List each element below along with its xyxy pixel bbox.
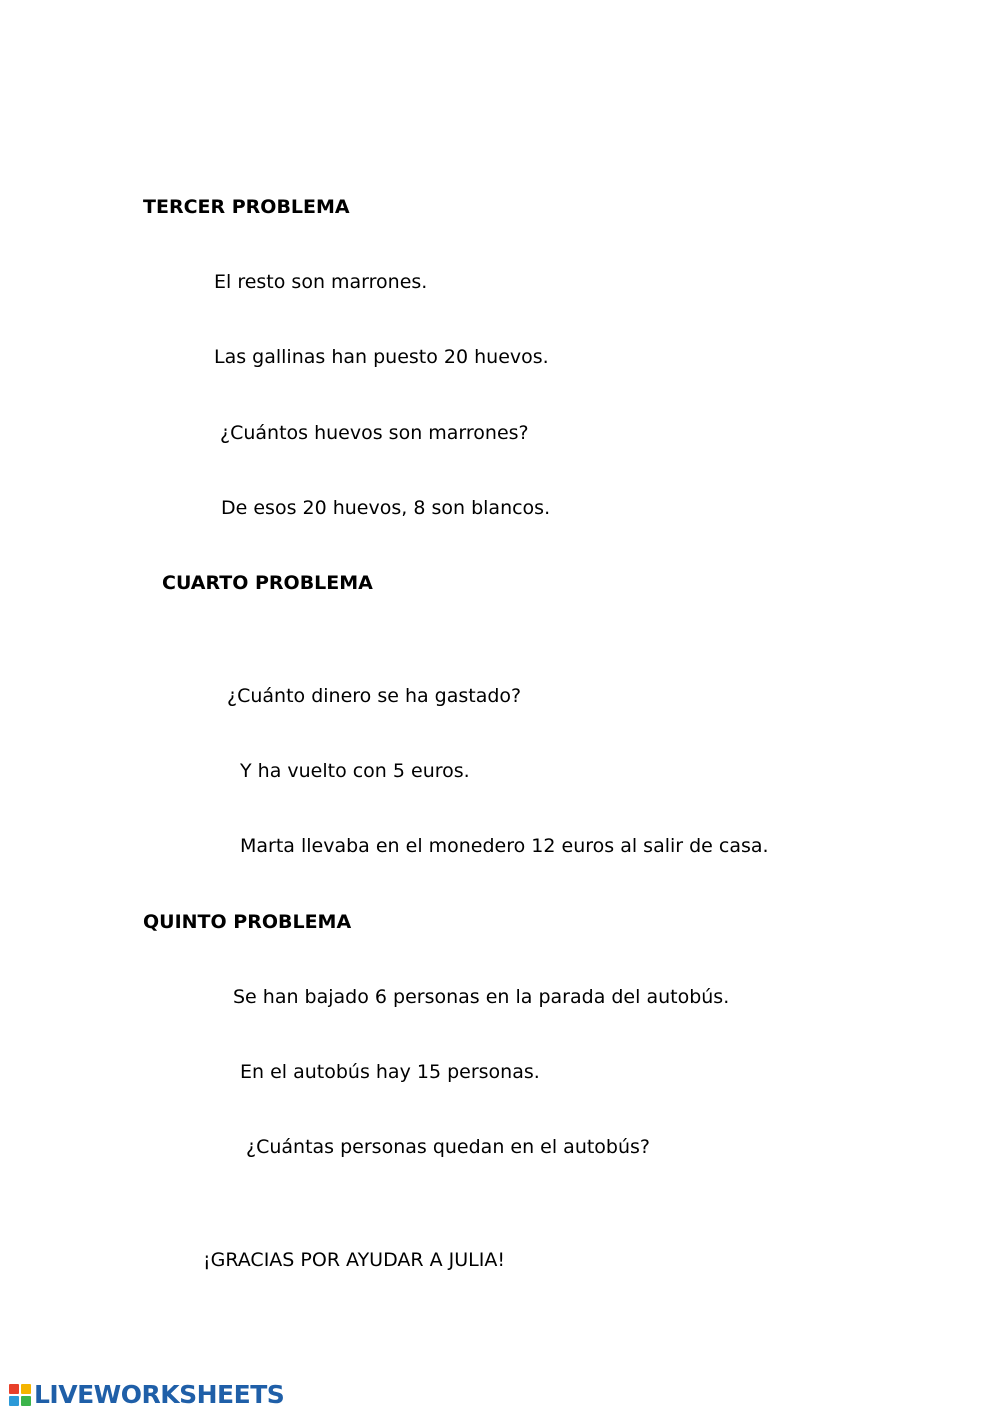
logo-block-red bbox=[9, 1384, 19, 1394]
section-heading-quinto: QUINTO PROBLEMA bbox=[143, 911, 352, 933]
problem-line: Y ha vuelto con 5 euros. bbox=[240, 760, 470, 782]
logo-block-green bbox=[21, 1396, 31, 1406]
problem-line: En el autobús hay 15 personas. bbox=[240, 1061, 540, 1083]
section-heading-tercer: TERCER PROBLEMA bbox=[143, 196, 350, 218]
problem-line: ¿Cuántos huevos son marrones? bbox=[220, 422, 529, 444]
problem-line: El resto son marrones. bbox=[214, 271, 428, 293]
brand-name: LIVEWORKSHEETS bbox=[34, 1380, 285, 1409]
logo-block-blue bbox=[9, 1396, 19, 1406]
closing-message: ¡GRACIAS POR AYUDAR A JULIA! bbox=[203, 1249, 505, 1271]
logo-block-yellow bbox=[21, 1384, 31, 1394]
problem-line: ¿Cuánto dinero se ha gastado? bbox=[227, 685, 522, 707]
problem-line: Las gallinas han puesto 20 huevos. bbox=[214, 346, 549, 368]
problem-line: Marta llevaba en el monedero 12 euros al salir de casa. bbox=[240, 835, 769, 857]
section-heading-cuarto: CUARTO PROBLEMA bbox=[162, 572, 373, 594]
problem-line: ¿Cuántas personas quedan en el autobús? bbox=[246, 1136, 651, 1158]
liveworksheets-logo bbox=[9, 1382, 284, 1408]
problem-line: De esos 20 huevos, 8 son blancos. bbox=[221, 497, 551, 519]
problem-line: Se han bajado 6 personas en la parada del autobús. bbox=[233, 986, 730, 1008]
logo-blocks-icon bbox=[9, 1384, 31, 1406]
